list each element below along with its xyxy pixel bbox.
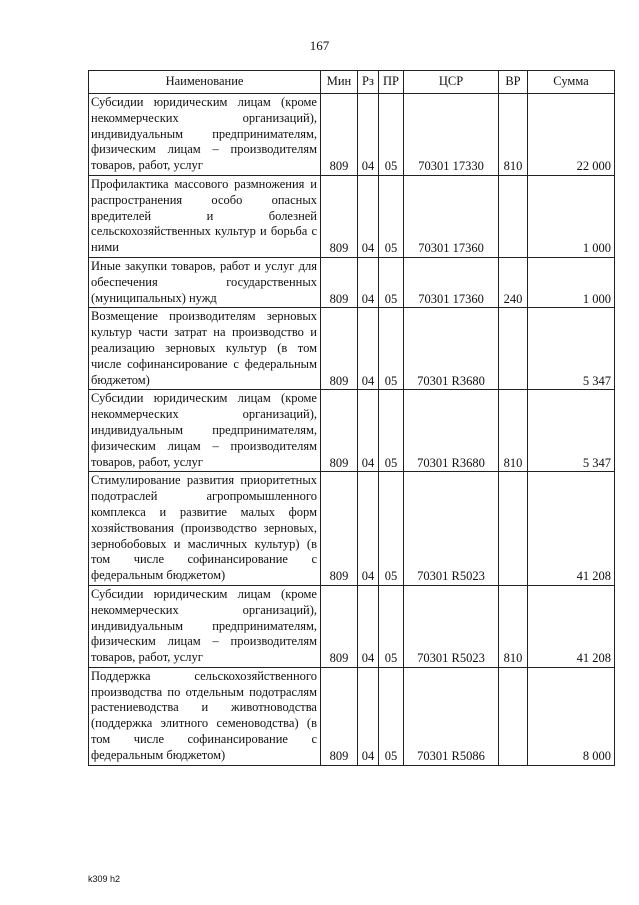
row-csr: 70301 17330 xyxy=(404,94,499,176)
row-min: 809 xyxy=(321,390,358,472)
row-min: 809 xyxy=(321,585,358,667)
row-pr: 05 xyxy=(379,585,404,667)
row-min: 809 xyxy=(321,308,358,390)
row-pr: 05 xyxy=(379,175,404,257)
row-rz: 04 xyxy=(358,308,379,390)
row-sum: 41 208 xyxy=(528,585,615,667)
row-csr: 70301 R3680 xyxy=(404,308,499,390)
header-sum: Сумма xyxy=(528,71,615,94)
row-sum: 8 000 xyxy=(528,667,615,765)
header-name: Наименование xyxy=(89,71,321,94)
table-row xyxy=(89,94,615,176)
row-name: Субсидии юридическим лицам (кроме некоммерческих организаций), индивидуальным предпринимателям, физическим лицам – производителям товаров, работ, услуг xyxy=(89,390,321,472)
row-vr: 810 xyxy=(499,390,528,472)
row-pr: 05 xyxy=(379,257,404,307)
row-rz: 04 xyxy=(358,585,379,667)
row-vr: 810 xyxy=(499,94,528,176)
row-min: 809 xyxy=(321,257,358,307)
row-min: 809 xyxy=(321,175,358,257)
row-rz: 04 xyxy=(358,257,379,307)
table-row xyxy=(89,308,615,390)
budget-table xyxy=(88,70,615,766)
row-name: Профилактика массового размножения и распространения особо опасных вредителей и болезней сельскохозяйственных культур и борьба с ними xyxy=(89,175,321,257)
table-row xyxy=(89,667,615,765)
header-pr: ПР xyxy=(379,71,404,94)
row-csr: 70301 17360 xyxy=(404,257,499,307)
row-csr: 70301 R5086 xyxy=(404,667,499,765)
row-name: Иные закупки товаров, работ и услуг для обеспечения государственных (муниципальных) нужд xyxy=(89,257,321,307)
row-sum: 22 000 xyxy=(528,94,615,176)
row-name: Субсидии юридическим лицам (кроме некоммерческих организаций), индивидуальным предпринимателям, физическим лицам – производителям товаров, работ, услуг xyxy=(89,94,321,176)
row-rz: 04 xyxy=(358,667,379,765)
row-sum: 1 000 xyxy=(528,175,615,257)
row-sum: 5 347 xyxy=(528,390,615,472)
row-vr: 240 xyxy=(499,257,528,307)
row-sum: 5 347 xyxy=(528,308,615,390)
row-vr xyxy=(499,175,528,257)
header-min: Мин xyxy=(321,71,358,94)
row-sum: 41 208 xyxy=(528,472,615,586)
row-name: Субсидии юридическим лицам (кроме некоммерческих организаций), индивидуальным предпринимателям, физическим лицам – производителям товаров, работ, услуг xyxy=(89,585,321,667)
row-rz: 04 xyxy=(358,175,379,257)
row-vr xyxy=(499,308,528,390)
row-vr: 810 xyxy=(499,585,528,667)
row-name: Стимулирование развития приоритетных подотраслей агропромышленного комплекса и развитие малых форм хозяйствования (производство зерновых, зернобобовых и масличных культур) (в том числе софинансирование с федеральным бюджетом) xyxy=(89,472,321,586)
row-pr: 05 xyxy=(379,390,404,472)
row-min: 809 xyxy=(321,667,358,765)
table-row xyxy=(89,390,615,472)
header-vr: ВР xyxy=(499,71,528,94)
row-csr: 70301 17360 xyxy=(404,175,499,257)
table-row xyxy=(89,585,615,667)
header-csr: ЦСР xyxy=(404,71,499,94)
row-pr: 05 xyxy=(379,667,404,765)
row-csr: 70301 R3680 xyxy=(404,390,499,472)
row-name: Возмещение производителям зерновых культур части затрат на производство и реализацию зерновых культур (в том числе софинансирование с федеральным бюджетом) xyxy=(89,308,321,390)
row-vr xyxy=(499,472,528,586)
row-name: Поддержка сельскохозяйственного производства по отдельным подотраслям растениеводства и животноводства (поддержка элитного семеноводства) (в том числе софинансирование с федеральным бюджетом) xyxy=(89,667,321,765)
row-csr: 70301 R5023 xyxy=(404,472,499,586)
table-row xyxy=(89,257,615,307)
row-vr xyxy=(499,667,528,765)
header-rz: Рз xyxy=(358,71,379,94)
footer-code: k309 h2 xyxy=(88,874,121,884)
table-row xyxy=(89,472,615,586)
row-rz: 04 xyxy=(358,390,379,472)
row-pr: 05 xyxy=(379,472,404,586)
table-header-row xyxy=(89,71,615,94)
row-min: 809 xyxy=(321,472,358,586)
row-rz: 04 xyxy=(358,94,379,176)
row-rz: 04 xyxy=(358,472,379,586)
row-sum: 1 000 xyxy=(528,257,615,307)
row-pr: 05 xyxy=(379,308,404,390)
table-row xyxy=(89,175,615,257)
row-min: 809 xyxy=(321,94,358,176)
row-csr: 70301 R5023 xyxy=(404,585,499,667)
page-number: 167 xyxy=(309,38,330,53)
row-pr: 05 xyxy=(379,94,404,176)
